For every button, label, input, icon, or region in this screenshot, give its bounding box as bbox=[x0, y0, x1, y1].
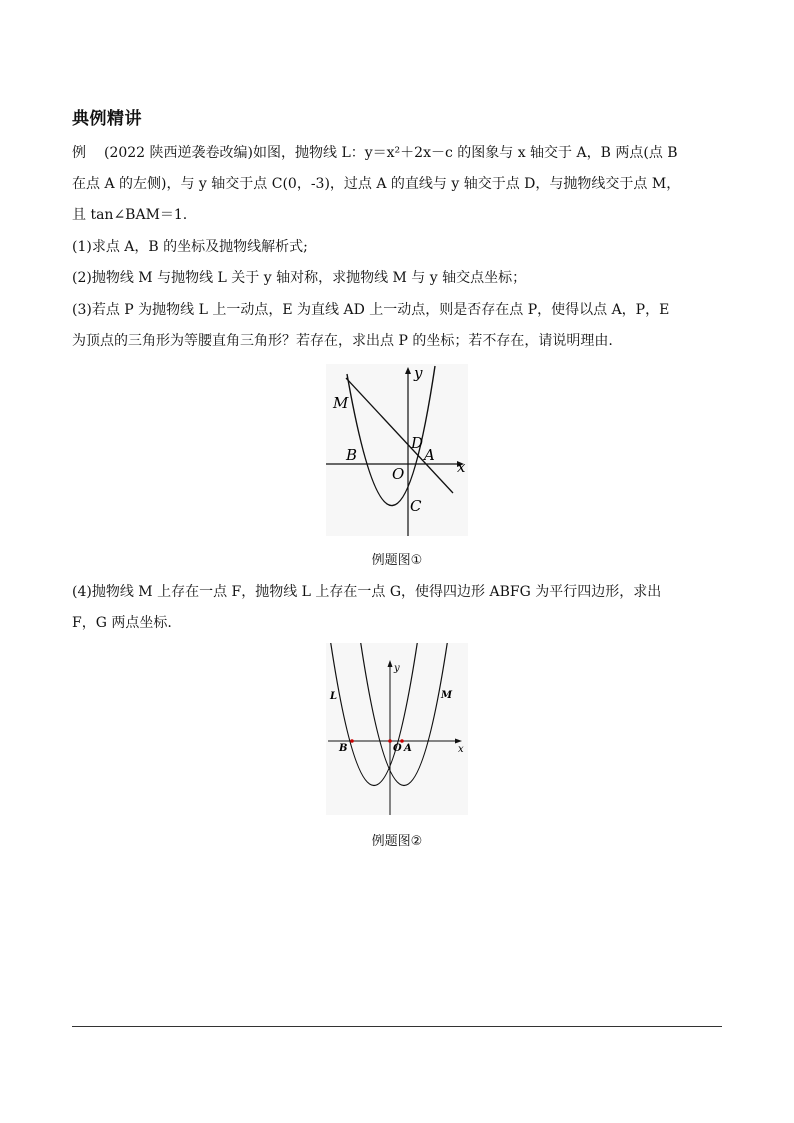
footer-divider bbox=[72, 1026, 722, 1027]
problem-line-2: 在点 A 的左侧)，与 y 轴交于点 C(0，-3)，过点 A 的直线与 y 轴交于点 D，与抛物线交于点 M， bbox=[72, 176, 681, 192]
point-D-label: D bbox=[411, 434, 424, 452]
question-4-line-2: F，G 两点坐标. bbox=[72, 615, 172, 631]
problem-text-1: (2022 陕西逆袭卷改编)如图，抛物线 L：y＝x²＋2x－c 的图象与 x 轴交于 A，B 两点(点 B bbox=[104, 145, 678, 161]
example-label: 例 bbox=[72, 145, 86, 161]
question-1: (1)求点 A，B 的坐标及抛物线解析式; bbox=[72, 239, 308, 255]
y-axis-label: y bbox=[394, 663, 400, 674]
x-axis-label: x bbox=[457, 458, 466, 476]
point-C-label: C bbox=[410, 497, 422, 515]
y-axis-label: y bbox=[414, 364, 423, 382]
problem-line-1 bbox=[72, 143, 732, 163]
figure-2-diagram bbox=[326, 643, 468, 815]
point-M-label: M bbox=[333, 394, 349, 412]
point-B-label: B bbox=[339, 743, 348, 754]
parabola-L-label: L bbox=[330, 691, 338, 702]
origin-O-label: O bbox=[393, 743, 402, 754]
problem-line-3: 且 tan∠BAM＝1. bbox=[72, 207, 188, 223]
point-A-label: A bbox=[424, 446, 435, 464]
question-3-line-1: (3)若点 P 为抛物线 L 上一动点，E 为直线 AD 上一动点，则是否存在点 P，使得以点 A，P，E bbox=[72, 302, 670, 318]
question-4-line-1: (4)抛物线 M 上存在一点 F，抛物线 L 上存在一点 G，使得四边形 ABFG 为平行四边形，求出 bbox=[72, 584, 662, 600]
question-3-line-2: 为顶点的三角形为等腰直角三角形？若存在，求出点 P 的坐标；若不存在，请说明理由. bbox=[72, 333, 613, 349]
figure-2-caption: 例题图② bbox=[371, 834, 423, 849]
x-axis-label: x bbox=[458, 744, 464, 755]
point-A-label: A bbox=[404, 743, 412, 754]
figure-1-diagram bbox=[326, 364, 468, 536]
parabola-M-label: M bbox=[441, 690, 453, 701]
origin-marker bbox=[388, 739, 392, 743]
origin-O-label: O bbox=[392, 465, 405, 483]
point-B-label: B bbox=[346, 446, 358, 464]
question-2: (2)抛物线 M 与抛物线 L 关于 y 轴对称，求抛物线 M 与 y 轴交点坐标； bbox=[72, 270, 527, 286]
point-B-marker bbox=[350, 739, 354, 743]
figure-1-caption: 例题图① bbox=[371, 553, 423, 568]
section-heading: 典例精讲 bbox=[72, 109, 142, 129]
